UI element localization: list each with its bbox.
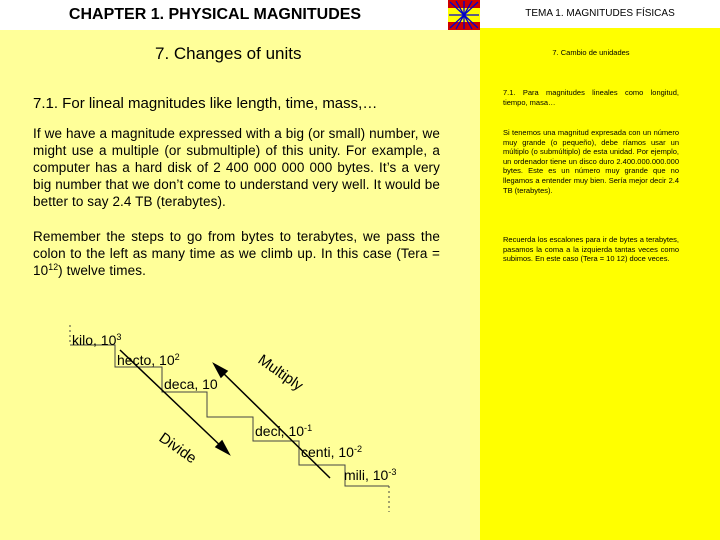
side-paragraph-1: Si tenemos una magnitud expresada con un número muy grande (o pequeño), debe ríamos usar un múltiplo (o submúltiplo) de esta unidad. Por ejemplo, un ordenador tiene un disco duro 2.400.000.000.000 bytes. Este es un número muy grande que no llegamos a entender muy bien. Sería mejor decir 2.4 TB (terabytes). [503, 128, 679, 195]
section-title: 7. Changes of units [155, 44, 302, 63]
step-deca: deca, 10 [164, 376, 218, 392]
spanish-panel [480, 0, 720, 540]
divide-label: Divide [155, 429, 200, 468]
subsection-title: 7.1. For lineal magnitudes like length, time, mass,… [33, 95, 378, 112]
step-hecto: hecto, $10^2$ [117, 352, 180, 368]
chapter-title: CHAPTER 1. PHYSICAL MAGNITUDES [0, 0, 480, 30]
side-paragraph-2: Recuerda los escalones para ir de bytes a terabytes, pasamos la coma a la izquierda tantas veces como subimos. En este caso (Tera = 10 12) doce veces. [503, 235, 679, 264]
side-subsection: 7.1. Para magnitudes lineales como longitud, tiempo, masa… [503, 88, 679, 107]
multiply-label: Multiply [254, 351, 307, 395]
paragraph-1: If we have a magnitude expressed with a big (or small) number, we might use a multiple (or submultiple) of this unity. For example, a computer has a hard disk of 2 400 000 000 000 bytes. It’s a very big number that we don’t come to understand very well. It would be better to say 2.4 TB (terabytes). [33, 126, 440, 209]
tema-title: TEMA 1. MAGNITUDES FÍSICAS [480, 0, 720, 28]
side-section-title: 7. Cambio de unidades [552, 48, 630, 57]
step-deci: deci, $10^{-1}$ [255, 423, 313, 439]
step-centi: centi, $10^{-2}$ [301, 444, 363, 460]
step-kilo: kilo, $10^3$ [72, 332, 122, 348]
paragraph-2: Remember the steps to go from bytes to terabytes, we pass the colon to the left as many time as we climb up. In this case (Tera = $10^{12}$) twelve times. [33, 229, 440, 278]
step-mili: mili, $10^{-3}$ [344, 467, 397, 483]
